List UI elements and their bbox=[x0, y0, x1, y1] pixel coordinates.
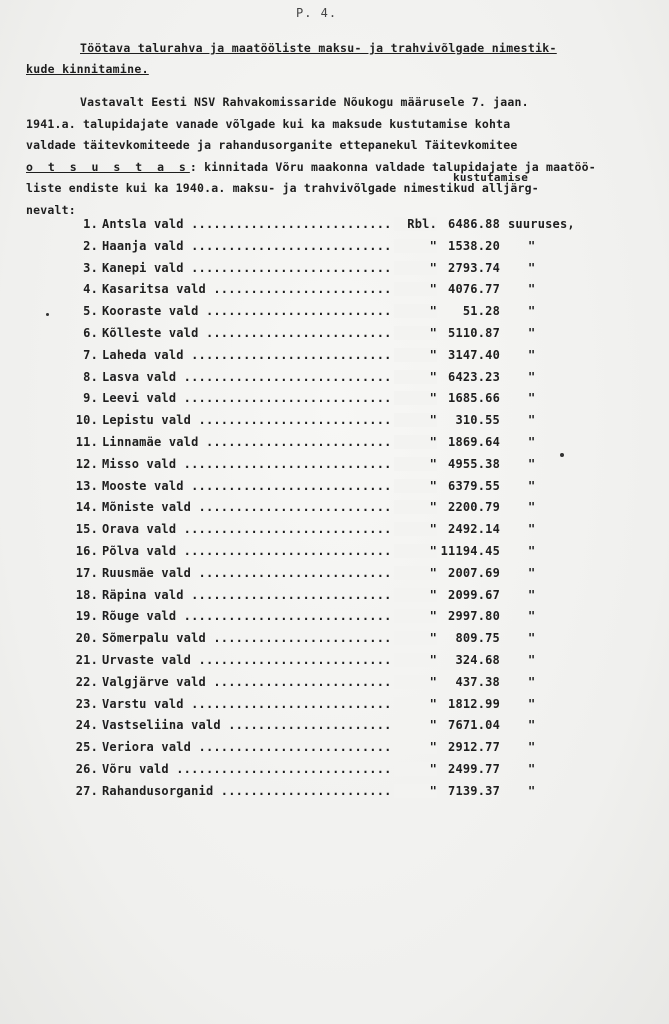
ditto-mark: " bbox=[528, 696, 536, 711]
item-amount: 2499.77 bbox=[448, 761, 500, 776]
item-name: Ruusmäe vald ..... bbox=[102, 566, 432, 580]
item-amount: 11194.45 bbox=[440, 543, 500, 558]
item-name: Mooste vald ..... bbox=[102, 479, 432, 493]
stray-ink-dot bbox=[560, 453, 564, 457]
item-amount: 4955.38 bbox=[448, 456, 500, 471]
ditto-mark: " bbox=[528, 325, 536, 340]
ditto-mark: " bbox=[528, 652, 536, 667]
list-item bbox=[60, 479, 620, 501]
currency-label: Rbl. bbox=[394, 217, 437, 231]
list-item bbox=[60, 326, 620, 348]
item-number: 12. bbox=[75, 456, 98, 471]
list-item bbox=[60, 566, 620, 588]
item-amount: 51.28 bbox=[462, 304, 500, 319]
item-name: Kooraste vald ..... bbox=[102, 304, 432, 318]
item-amount: 5110.87 bbox=[448, 325, 500, 340]
ditto-mark: " bbox=[394, 282, 437, 296]
intro-line-2: 1941.a. talupidajate vanade võlgade kui ka maksude kustutamise kohta bbox=[26, 116, 511, 131]
item-number: 11. bbox=[75, 434, 98, 449]
debt-list bbox=[60, 217, 620, 806]
ditto-mark: " bbox=[394, 718, 437, 732]
item-name: Kõlleste vald ..... bbox=[102, 326, 432, 340]
item-number: 1. bbox=[83, 217, 98, 231]
item-number: 4. bbox=[83, 282, 98, 297]
item-amount: 2997.80 bbox=[448, 609, 500, 624]
ditto-mark: " bbox=[528, 609, 536, 624]
ditto-mark: " bbox=[528, 478, 536, 493]
ditto-mark: " bbox=[394, 304, 437, 318]
item-number: 9. bbox=[83, 391, 98, 406]
intro-line-4: o t s u s t a s: kinnitada Võru maakonna valdade talupidajate ja maatöö- bbox=[26, 159, 596, 174]
ditto-mark: " bbox=[394, 566, 437, 580]
item-number: 17. bbox=[75, 565, 98, 580]
item-number: 6. bbox=[83, 325, 98, 340]
item-amount: 809.75 bbox=[455, 631, 500, 646]
ditto-mark: " bbox=[528, 740, 536, 755]
list-item bbox=[60, 370, 620, 392]
item-name: Võru vald ..... bbox=[102, 762, 432, 776]
item-amount: 1869.64 bbox=[448, 434, 500, 449]
page-number: P. 4. bbox=[296, 6, 338, 20]
ditto-mark: " bbox=[528, 565, 536, 580]
ditto-mark: " bbox=[394, 435, 437, 449]
item-amount: 2793.74 bbox=[448, 260, 500, 275]
item-name: Kasaritsa vald ..... bbox=[102, 282, 432, 296]
ditto-mark: " bbox=[528, 282, 536, 297]
ditto-mark: " bbox=[394, 500, 437, 514]
list-item bbox=[60, 631, 620, 653]
item-name: Laheda vald ..... bbox=[102, 348, 432, 362]
item-name: Põlva vald ..... bbox=[102, 544, 432, 558]
ditto-mark: " bbox=[394, 261, 437, 275]
ditto-mark: " bbox=[394, 588, 437, 602]
list-item bbox=[60, 762, 620, 784]
ditto-mark: " bbox=[394, 740, 437, 754]
item-number: 26. bbox=[75, 761, 98, 776]
item-number: 21. bbox=[75, 652, 98, 667]
ditto-mark: " bbox=[394, 653, 437, 667]
item-name: Linnamäe vald ..... bbox=[102, 435, 432, 449]
title-line-1: Töötava talurahva ja maatööliste maksu- ja trahvivõlgade nimestik- bbox=[80, 41, 557, 55]
list-item bbox=[60, 391, 620, 413]
item-number: 19. bbox=[75, 609, 98, 624]
ditto-mark: " bbox=[528, 434, 536, 449]
item-name: Vastseliina vald ..... bbox=[102, 718, 432, 732]
item-name: Kanepi vald ..... bbox=[102, 261, 432, 275]
item-amount: 310.55 bbox=[455, 413, 500, 428]
ditto-mark: " bbox=[394, 609, 437, 623]
ditto-mark: " bbox=[528, 718, 536, 733]
title-line-2: kude kinnitamine. bbox=[26, 62, 149, 76]
item-number: 22. bbox=[75, 674, 98, 689]
item-name: Haanja vald ..... bbox=[102, 239, 432, 253]
list-item bbox=[60, 784, 620, 806]
item-amount: 6423.23 bbox=[448, 369, 500, 384]
list-item bbox=[60, 740, 620, 762]
item-amount: 6486.88 bbox=[448, 217, 500, 231]
ditto-mark: " bbox=[394, 239, 437, 253]
item-amount: 7139.37 bbox=[448, 783, 500, 798]
item-name: Orava vald ..... bbox=[102, 522, 432, 536]
item-amount: 437.38 bbox=[455, 674, 500, 689]
ditto-mark: " bbox=[528, 500, 536, 515]
item-name: Lepistu vald ..... bbox=[102, 413, 432, 427]
ditto-mark: " bbox=[528, 391, 536, 406]
item-name: Leevi vald ..... bbox=[102, 391, 432, 405]
item-name: Rõuge vald ..... bbox=[102, 609, 432, 623]
ditto-mark: " bbox=[394, 370, 437, 384]
item-name: Antsla vald ..... bbox=[102, 217, 432, 231]
item-number: 20. bbox=[75, 631, 98, 646]
item-amount: 1812.99 bbox=[448, 696, 500, 711]
list-item bbox=[60, 239, 620, 261]
list-item bbox=[60, 217, 620, 239]
decision-word: o t s u s t a s bbox=[26, 159, 190, 174]
item-name: Valgjärve vald ..... bbox=[102, 675, 432, 689]
item-amount: 4076.77 bbox=[448, 282, 500, 297]
item-number: 10. bbox=[75, 413, 98, 428]
stray-ink-dot bbox=[46, 313, 49, 316]
item-amount: 1538.20 bbox=[448, 238, 500, 253]
item-amount: 2007.69 bbox=[448, 565, 500, 580]
item-number: 24. bbox=[75, 718, 98, 733]
ditto-mark: " bbox=[394, 479, 437, 493]
intro-line-3: valdade täitevkomiteede ja rahandusorganite ettepanekul Täitevkomitee bbox=[26, 138, 518, 152]
ditto-mark: " bbox=[528, 587, 536, 602]
item-number: 18. bbox=[75, 587, 98, 602]
list-item bbox=[60, 413, 620, 435]
ditto-mark: " bbox=[528, 304, 536, 319]
list-item bbox=[60, 718, 620, 740]
item-number: 15. bbox=[75, 522, 98, 537]
item-amount: 2200.79 bbox=[448, 500, 500, 515]
ditto-mark: " bbox=[528, 543, 536, 558]
list-item bbox=[60, 282, 620, 304]
item-name: Urvaste vald ..... bbox=[102, 653, 432, 667]
document-title bbox=[26, 38, 646, 80]
item-amount: 2912.77 bbox=[448, 740, 500, 755]
item-name: Räpina vald ..... bbox=[102, 588, 432, 602]
list-item bbox=[60, 609, 620, 631]
ditto-mark: " bbox=[528, 260, 536, 275]
list-item bbox=[60, 675, 620, 697]
ditto-mark: " bbox=[528, 456, 536, 471]
ditto-mark: " bbox=[394, 522, 437, 536]
ditto-mark: " bbox=[394, 675, 437, 689]
item-amount: 1685.66 bbox=[448, 391, 500, 406]
ditto-mark: " bbox=[394, 413, 437, 427]
item-name: Misso vald ..... bbox=[102, 457, 432, 471]
item-name: Veriora vald ..... bbox=[102, 740, 432, 754]
item-number: 7. bbox=[83, 347, 98, 362]
intro-line-1: Vastavalt Eesti NSV Rahvakomissaride Nõukogu määrusele 7. jaan. bbox=[80, 95, 529, 109]
item-number: 5. bbox=[83, 304, 98, 319]
intro-paragraph bbox=[26, 92, 646, 221]
ditto-mark: " bbox=[394, 348, 437, 362]
list-item bbox=[60, 653, 620, 675]
ditto-mark: " bbox=[528, 783, 536, 798]
item-name: Lasva vald ..... bbox=[102, 370, 432, 384]
item-name: Sõmerpalu vald ..... bbox=[102, 631, 432, 645]
item-name: Mõniste vald ..... bbox=[102, 500, 432, 514]
ditto-mark: " bbox=[528, 238, 536, 253]
item-number: 14. bbox=[75, 500, 98, 515]
item-number: 8. bbox=[83, 369, 98, 384]
item-number: 13. bbox=[75, 478, 98, 493]
ditto-mark: " bbox=[528, 369, 536, 384]
item-amount: 6379.55 bbox=[448, 478, 500, 493]
item-amount: 3147.40 bbox=[448, 347, 500, 362]
list-item bbox=[60, 435, 620, 457]
item-number: 23. bbox=[75, 696, 98, 711]
amount-suffix: suuruses, bbox=[508, 217, 575, 231]
ditto-mark: " bbox=[528, 761, 536, 776]
item-number: 27. bbox=[75, 783, 98, 798]
item-name: Varstu vald ..... bbox=[102, 697, 432, 711]
item-amount: 324.68 bbox=[455, 652, 500, 667]
list-item bbox=[60, 697, 620, 719]
ditto-mark: " bbox=[394, 391, 437, 405]
ditto-mark: " bbox=[528, 631, 536, 646]
list-item bbox=[60, 544, 620, 566]
ditto-mark: " bbox=[528, 413, 536, 428]
ditto-mark: " bbox=[394, 762, 437, 776]
item-number: 3. bbox=[83, 260, 98, 275]
handwritten-insert: kustutamise bbox=[453, 171, 529, 184]
list-item bbox=[60, 500, 620, 522]
ditto-mark: " bbox=[394, 697, 437, 711]
list-item bbox=[60, 348, 620, 370]
list-item bbox=[60, 588, 620, 610]
ditto-mark: " bbox=[394, 544, 437, 558]
intro-line-6: nevalt: bbox=[26, 202, 76, 217]
ditto-mark: " bbox=[528, 522, 536, 537]
item-name: Rahandusorganid ..... bbox=[102, 784, 432, 798]
list-item bbox=[60, 304, 620, 326]
item-number: 25. bbox=[75, 740, 98, 755]
ditto-mark: " bbox=[394, 457, 437, 471]
item-number: 16. bbox=[75, 543, 98, 558]
ditto-mark: " bbox=[394, 784, 437, 798]
intro-line-5: liste endiste kui ka 1940.a. maksu- ja trahvivõlgade nimestikud alljärg- bbox=[26, 181, 539, 195]
item-amount: 2492.14 bbox=[448, 522, 500, 537]
list-item bbox=[60, 457, 620, 479]
list-item bbox=[60, 261, 620, 283]
ditto-mark: " bbox=[394, 326, 437, 340]
item-amount: 2099.67 bbox=[448, 587, 500, 602]
ditto-mark: " bbox=[394, 631, 437, 645]
ditto-mark: " bbox=[528, 674, 536, 689]
item-amount: 7671.04 bbox=[448, 718, 500, 733]
ditto-mark: " bbox=[528, 347, 536, 362]
list-item bbox=[60, 522, 620, 544]
item-number: 2. bbox=[83, 238, 98, 253]
